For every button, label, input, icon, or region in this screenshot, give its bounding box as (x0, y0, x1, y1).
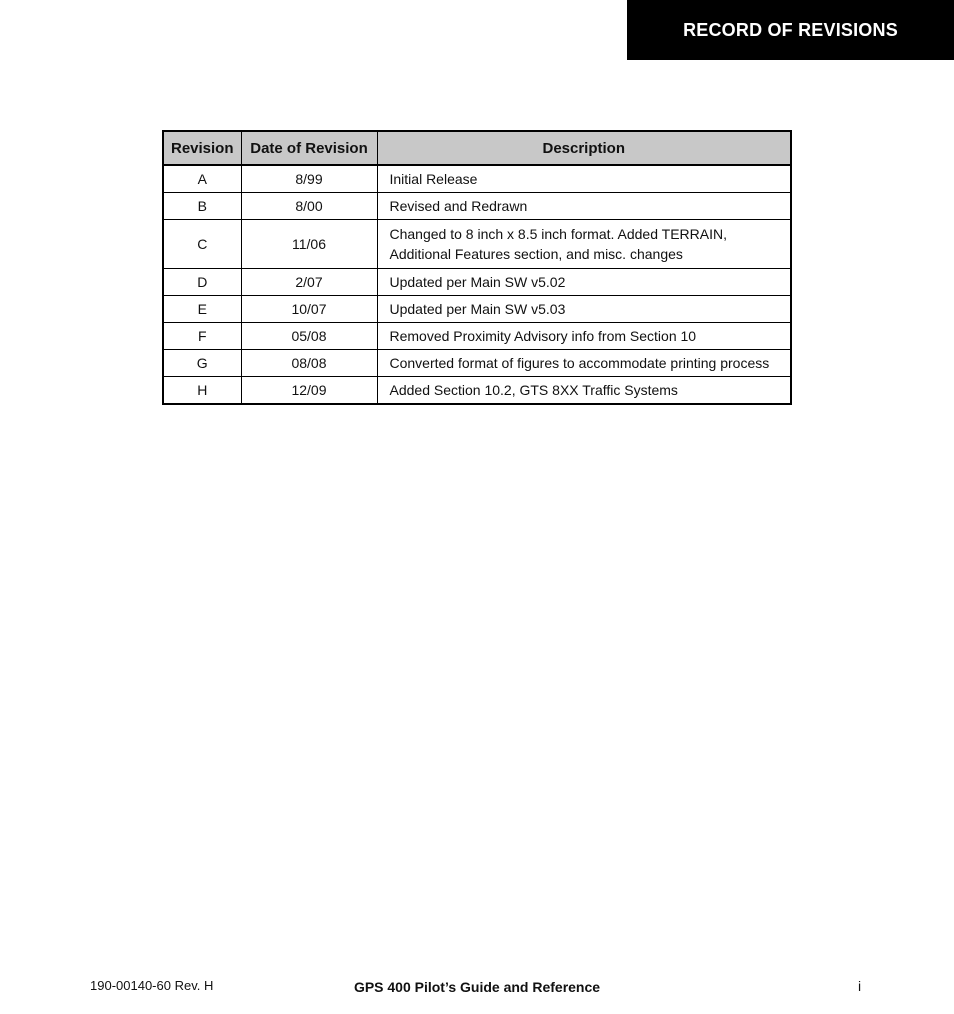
table-row (163, 165, 791, 193)
revision-cell: F (163, 323, 241, 350)
description-cell (377, 350, 791, 377)
revision-cell: C (163, 220, 241, 269)
description-cell (377, 377, 791, 405)
footer-page-number: i (858, 978, 862, 994)
description-cell (377, 323, 791, 350)
description-line: Initial Release (389, 171, 478, 187)
section-tab (627, 0, 954, 60)
date-cell: 8/99 (241, 165, 377, 193)
section-tab-title: RECORD OF REVISIONS (683, 19, 898, 40)
date-cell: 12/09 (241, 377, 377, 405)
revision-cell: D (163, 269, 241, 296)
description-cell (377, 193, 791, 220)
description-cell (377, 269, 791, 296)
description-line: Removed Proximity Advisory info from Section 10 (389, 328, 697, 344)
table-header-row (163, 131, 791, 165)
column-header-description: Description (377, 131, 791, 165)
table-row (163, 193, 791, 220)
revision-cell: H (163, 377, 241, 405)
revision-cell: A (163, 165, 241, 193)
column-header-revision: Revision (163, 131, 241, 165)
date-cell: 11/06 (241, 220, 377, 269)
description-line: Additional Features section, and misc. changes (389, 246, 683, 262)
description-cell (377, 296, 791, 323)
revision-cell: B (163, 193, 241, 220)
revision-cell: G (163, 350, 241, 377)
footer-doc-title: GPS 400 Pilot’s Guide and Reference (353, 979, 601, 995)
table-row (163, 220, 791, 269)
description-line: Added Section 10.2, GTS 8XX Traffic Systems (389, 382, 678, 398)
table-row (163, 350, 791, 377)
table-row (163, 377, 791, 405)
date-cell: 10/07 (241, 296, 377, 323)
revisions-table (162, 130, 792, 405)
description-line: Changed to 8 inch x 8.5 inch format. Added TERRAIN, (389, 226, 727, 242)
revision-cell: E (163, 296, 241, 323)
date-cell: 2/07 (241, 269, 377, 296)
description-line: Updated per Main SW v5.03 (389, 301, 566, 317)
date-cell: 05/08 (241, 323, 377, 350)
description-line: Revised and Redrawn (389, 198, 528, 214)
table-row (163, 323, 791, 350)
description-cell (377, 165, 791, 193)
footer-doc-number: 190-00140-60 Rev. H (90, 978, 214, 993)
column-header-date: Date of Revision (241, 131, 377, 165)
table-row (163, 269, 791, 296)
date-cell: 08/08 (241, 350, 377, 377)
description-cell (377, 220, 791, 269)
description-line: Converted format of figures to accommodate printing process (389, 355, 770, 371)
table-row (163, 296, 791, 323)
description-line: Updated per Main SW v5.02 (389, 274, 566, 290)
date-cell: 8/00 (241, 193, 377, 220)
